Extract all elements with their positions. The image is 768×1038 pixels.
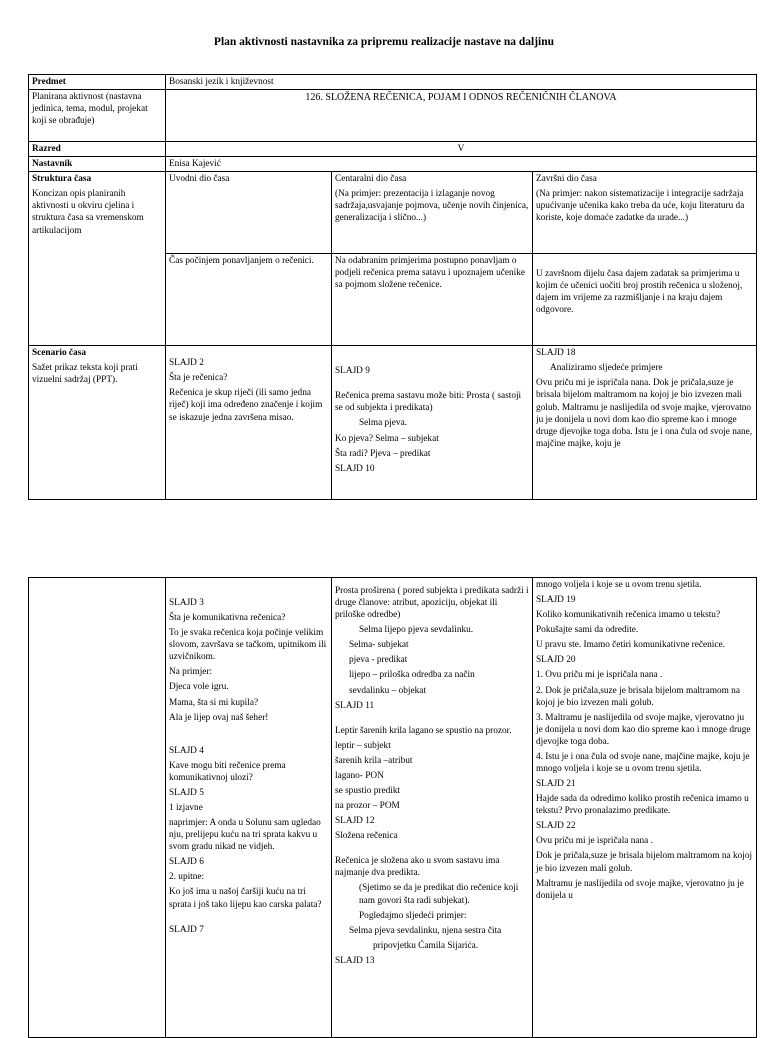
slide-text: Složena rečenica: [335, 831, 398, 842]
slide-text: Rečenica prema sastavu može biti: Prosta ( sastoji se od subjekta i predikata): [335, 391, 522, 414]
slide-text: Leptir šarenih krila lagano se spustio na prozor.: [335, 725, 512, 736]
scenario-cell: [29, 346, 166, 500]
scenario-desc: Sažet prikaz teksta koji prati vizuelni sadržaj (PPT).: [32, 363, 138, 386]
document-title: Plan aktivnosti nastavnika za pripremu realizacije nastave na daljinu: [213, 36, 555, 48]
razred-label: Razred: [29, 142, 166, 157]
zavrsni-desc: (Na primjer: nakon sistematizacije i integracije sadržaja upućivanje učenika kako treba da uće, koju literaturu da koriste, koje domaće zadatke da urade...): [536, 189, 745, 224]
zavrsni-title: Završni dio časa: [536, 174, 597, 185]
slide-text: lijepo – priloška odredba za način: [349, 670, 475, 681]
slajd-label: SLAJD 9: [335, 366, 370, 377]
slide-text: Analiziramo sljedeće primjere: [550, 363, 663, 374]
slide-text: mnogo voljela i koje se u ovom trenu sjetila.: [536, 580, 702, 590]
page2-col1: [166, 578, 332, 1038]
slide-text: šarenih krila –atribut: [335, 755, 413, 766]
slide-text: Ovu priču mi je ispričala nana. Dok je pričala,suze je brisala bijelom maltramom na kojoj je bio izvezen mali golub. Maltramu je naslijedila od svoje majke, vjerovatno ju je donijela u novi dom kao dio spreme kao i mnoge druge djevojke toga doba. Istu je i ona čula od svoje nane, majčine majke, koju je: [536, 378, 753, 449]
aktivnost-label: Planirana aktivnost (nastavna jedinica, tema, modul, projekat koji se obrađuje): [29, 90, 166, 142]
slide-text: Maltramu je naslijedila od svoje majke, vjerovatno ju je donijela u: [536, 878, 744, 901]
slide-text: Djeca vole igru.: [169, 682, 229, 693]
row-scenario-continued: [29, 578, 757, 1038]
slide-text: Dok je pričala,suze je brisala bijelom maltramom na kojoj je bio izvezen mali golub.: [536, 851, 753, 874]
predmet-value: Bosanski jezik i književnost: [166, 75, 757, 90]
slajd-label: SLAJD 6: [169, 857, 204, 868]
uvodni-title: Uvodni dio časa: [166, 172, 332, 254]
struktura-desc: Koncizan opis planiranih aktivnosti u okviru cjelina i struktura časa sa vremenskom artikulacijom: [32, 189, 144, 236]
plan-table-continued: [28, 577, 757, 1038]
slajd-label: SLAJD 22: [536, 821, 576, 832]
slide-text: se spustio predikt: [335, 786, 401, 797]
slide-text: Rečenica je složena ako u svom sastavu ima najmanje dva predikta.: [335, 856, 500, 879]
slide-text: 3. Maltramu je naslijedila od svoje majke, vjerovatno ju je donijela u novi dom kao dio spreme kao i mnoge druge djevojke toga doba.: [536, 712, 751, 747]
predmet-label: Predmet: [29, 75, 166, 90]
empty-cell: [29, 578, 166, 1038]
nastavnik-value: Enisa Kajević: [166, 157, 757, 172]
slide-text: Mama, šta si mi kupila?: [169, 697, 259, 708]
slide-text: Hajde sada da odredimo koliko prostih rečenica imamo u tekstu? Prvo pronalazimo predikate.: [536, 794, 749, 817]
slide-text: Ala je lijep ovaj naš šeher!: [169, 712, 269, 723]
slide-text: To je svaka rečenica koja počinje velikim slovom, završava se tačkom, upitnikom ili uzvičnikom.: [169, 628, 327, 663]
page1-col1: [166, 346, 332, 500]
slajd-label: SLAJD 12: [335, 816, 375, 827]
struktura-label: Struktura časa: [32, 174, 92, 185]
slide-text: 2. Dok je pričala,suze je brisala bijelom maltramom na kojoj je bio izvezen mali golub.: [536, 685, 740, 708]
slide-text: Kave mogu biti rečenice prema komunikativnoj ulozi?: [169, 760, 286, 783]
slide-text: Pokušajte sami da odredite.: [536, 625, 639, 636]
slide-text: Ko pjeva? Selma – subjekat: [335, 433, 439, 444]
row-struktura-head: [29, 172, 757, 254]
slide-text: Na primjer:: [169, 667, 213, 678]
slajd-label: SLAJD 18: [536, 348, 576, 359]
slajd-label: SLAJD 3: [169, 598, 204, 608]
centralni-head: [332, 172, 533, 254]
slide-text: naprimjer: A onda u Solunu sam ugledao nju, prelijepu kuću na tri sprata kakvu u svom gradu nikad ne vidjeh.: [169, 818, 321, 853]
slide-text: (Sjetimo se da je predikat dio rečenice koji nam govori šta radi subjekat).: [359, 883, 519, 906]
row-razred: [29, 142, 757, 157]
slide-text: Selma pjeva.: [359, 418, 408, 429]
slide-text: 1 izjavne: [169, 803, 203, 814]
razred-value: V: [166, 142, 757, 157]
slide-text: Rečenica je skup riječi (ili samo jedna riječ) koji ima određeno značenje i kojim se iskazuje jedna završena misao.: [169, 388, 323, 423]
slide-text: Ko još ima u našoj čaršiji kuću na tri sprata i još tako lijepu kao carska palata?: [169, 887, 322, 910]
zavrsni-head: [533, 172, 757, 254]
plan-table-top: [28, 74, 757, 500]
zavrsni-text: U završnom dijelu časa dajem zadatak sa primjerima u kojim će učenici uočiti broj prostih rečenica u složenoj, dajem im vrijeme za razmišljanje i na kraju dajem odgovore.: [533, 254, 757, 346]
scenario-label: Scenario časa: [32, 348, 86, 359]
centralni-title: Centaralni dio časa: [335, 174, 407, 185]
slide-text: pripovjetku Ćamila Sijarića.: [373, 940, 479, 951]
row-scenario: [29, 346, 757, 500]
slide-text: 4. Istu je i ona čula od svoje nane, majčine majke, koju je mnogo voljela i koje se u ovom trenu sjetila.: [536, 751, 750, 775]
slajd-label: SLAJD 13: [335, 955, 375, 966]
slide-text: pjeva - predikat: [349, 655, 408, 666]
slajd-label: SLAJD 4: [169, 745, 204, 756]
row-nastavnik: [29, 157, 757, 172]
slide-text: Pogledajmo sljedeći primjer:: [359, 910, 467, 921]
uvodni-text: Čas počinjem ponavljanjem o rečenici.: [166, 254, 332, 346]
slide-text: lagano- PON: [335, 770, 384, 781]
page2-col3: [533, 578, 757, 1038]
row-aktivnost: [29, 90, 757, 142]
slide-text: Šta je rečenica?: [169, 373, 228, 384]
slide-text: Selma- subjekat: [349, 640, 409, 651]
page2-col2: [332, 578, 533, 1038]
slide-text: Šta je komunikativna rečenica?: [169, 613, 286, 624]
page1-col3: [533, 346, 757, 500]
slide-text: Ovu priču mi je ispričala nana .: [536, 836, 653, 847]
slajd-label: SLAJD 20: [536, 655, 576, 666]
slide-text: sevdalinku – objekat: [349, 685, 426, 696]
slide-text: na prozor – POM: [335, 801, 400, 812]
centralni-text: Na odabranim primjerima postupno ponavljam o podjeli rečenica prema satavu i upoznajem učenike sa pojmom složene rečenice.: [332, 254, 533, 346]
slide-text: Šta radi? Pjeva – predikat: [335, 448, 431, 459]
slajd-label: SLAJD 11: [335, 700, 375, 711]
slide-text: Koliko komunikativnih rečenica imamo u tekstu?: [536, 610, 721, 621]
slajd-label: SLAJD 5: [169, 787, 204, 798]
nastavnik-label: Nastavnik: [29, 157, 166, 172]
slajd-label: SLAJD 2: [169, 358, 204, 369]
slajd-label: SLAJD 10: [335, 463, 375, 474]
slide-text: Selma pjeva sevdalinku, njena sestra čita: [349, 925, 502, 936]
slide-text: U pravu ste. Imamo četiri komunikativne rečenice.: [536, 640, 725, 651]
slide-text: 1. Ovu priču mi je ispričala nana .: [536, 670, 663, 681]
page1-col2: [332, 346, 533, 500]
slajd-label: SLAJD 19: [536, 595, 576, 606]
slide-text: leptir – subjekt: [335, 740, 391, 751]
slajd-label: SLAJD 21: [536, 779, 576, 790]
slide-text: Prosta proširena ( pored subjekta i predikata sadrži i druge članove: atribut, apoziciju, objekat ili priloške odredbe): [335, 586, 529, 621]
aktivnost-value: 126. SLOŽENA REČENICA, POJAM I ODNOS REČENIČNIH ČLANOVA: [166, 90, 757, 142]
slide-text: 2. upitne:: [169, 872, 205, 883]
slajd-label: SLAJD 7: [169, 924, 204, 935]
slide-text: Selma lijepo pjeva sevdalinku.: [359, 625, 474, 636]
centralni-desc: (Na primjer: prezentacija i izlaganje novog sadržaja,usvajanje pojmova, učenje novih činjenica, generalizacija i slično...): [335, 189, 529, 224]
struktura-cell: [29, 172, 166, 346]
row-predmet: [29, 75, 757, 90]
